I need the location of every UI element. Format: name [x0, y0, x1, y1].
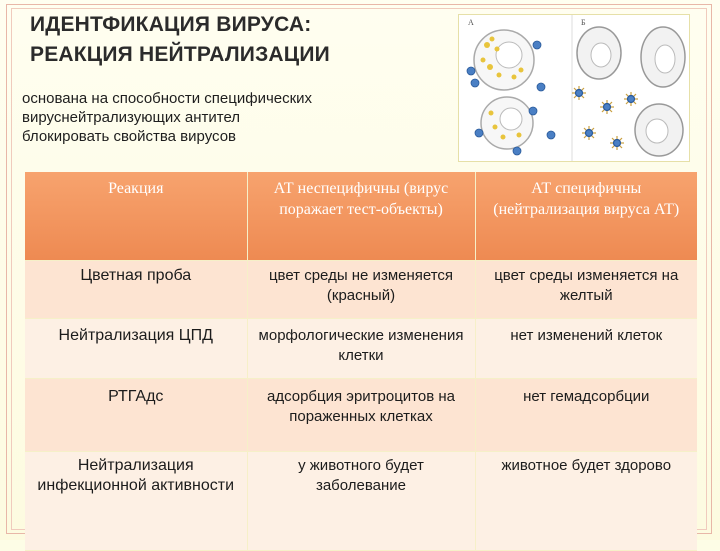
header-nonspecific-antibodies: АТ неспецифичны (вирус поражает тест-объекты)	[247, 172, 475, 261]
nonspecific-result: у животного будет заболевание	[247, 452, 475, 551]
title-line-2: РЕАКЦИЯ НЕЙТРАЛИЗАЦИИ	[30, 43, 330, 66]
slide-subtitle	[22, 89, 442, 146]
header-specific-antibodies: АТ специфичны (нейтрализация вируса АТ)	[475, 172, 697, 261]
healthy-cell-2	[641, 27, 685, 87]
slide-title	[30, 10, 450, 70]
table-row	[25, 261, 697, 319]
specific-result: нет гемадсорбции	[475, 379, 697, 452]
reaction-name: РТГАдс	[25, 379, 247, 452]
table-row	[25, 452, 697, 551]
panel-a-label: А	[468, 18, 474, 27]
reaction-name: Нейтрализация инфекционной активности	[25, 452, 247, 551]
antibody-complexes	[572, 86, 638, 150]
reaction-name: Цветная проба	[25, 261, 247, 319]
title-line-1: ИДЕНТФИКАЦИЯ ВИРУСА:	[30, 13, 312, 36]
table-header-row	[25, 172, 697, 261]
virus-cell-illustration	[458, 14, 690, 162]
neutralization-table	[25, 172, 697, 551]
reaction-name: Нейтрализация ЦПД	[25, 319, 247, 379]
specific-result: цвет среды изменяется на желтый	[475, 261, 697, 319]
panel-b-label: Б	[581, 18, 586, 27]
subtitle-line-3: блокировать свойства вирусов	[22, 128, 237, 145]
healthy-cell-3	[635, 104, 683, 156]
specific-result: нет изменений клеток	[475, 319, 697, 379]
healthy-cell-1	[577, 27, 621, 79]
infected-cell-top	[474, 30, 534, 90]
infected-cell-bottom	[481, 97, 533, 149]
subtitle-line-2: вируснейтрализующих антител	[22, 109, 241, 126]
header-reaction: Реакция	[25, 172, 247, 261]
subtitle-line-1: основана на способности специфических	[22, 90, 313, 107]
nonspecific-result: морфологические изменения клетки	[247, 319, 475, 379]
cell-diagram	[459, 15, 689, 161]
table-row	[25, 379, 697, 452]
specific-result: животное будет здорово	[475, 452, 697, 551]
nonspecific-result: цвет среды не изменяется (красный)	[247, 261, 475, 319]
table-row	[25, 319, 697, 379]
nonspecific-result: адсорбция эритроцитов на пораженных клетках	[247, 379, 475, 452]
